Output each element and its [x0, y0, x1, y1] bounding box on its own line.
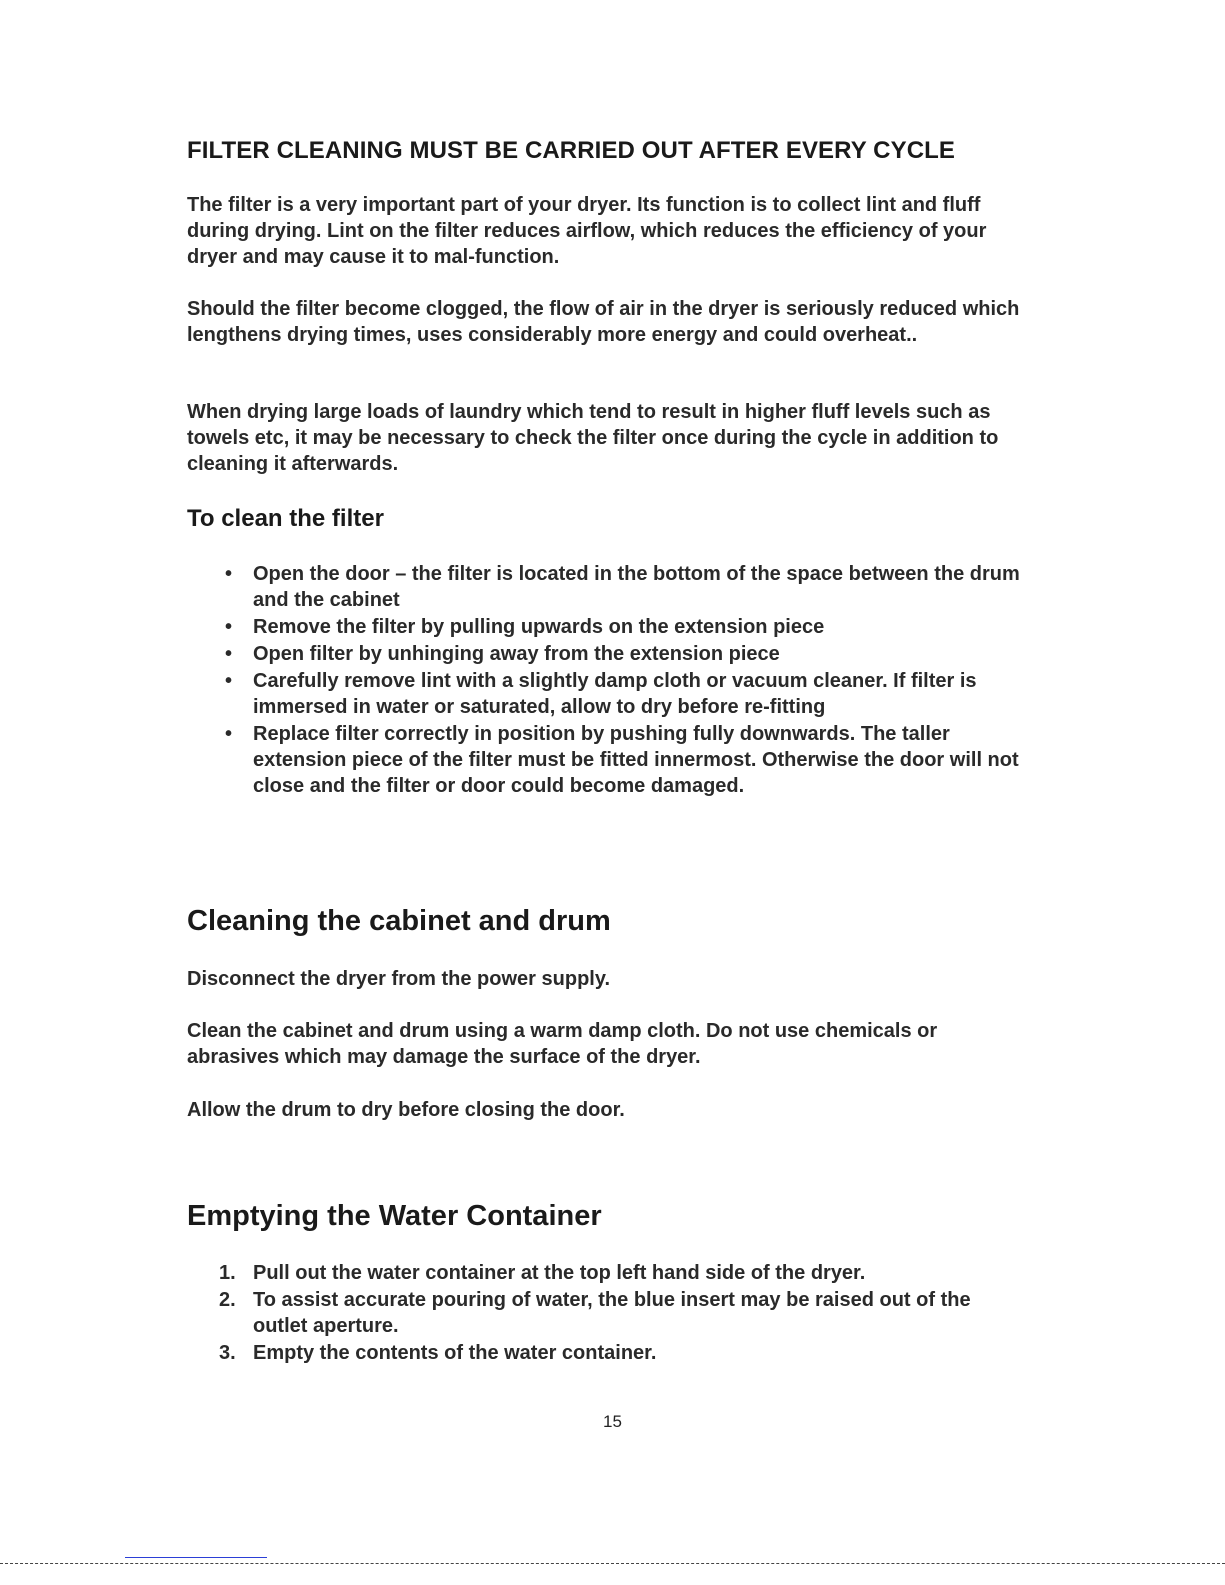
list-item: [187, 1287, 1027, 1339]
filter-paragraph-3: [187, 399, 1027, 477]
list-item-text: Carefully remove lint with a slightly damp cloth or vacuum cleaner. If filter is immersed in water or saturated, allow to dry before re-fitting: [253, 670, 977, 718]
cabinet-paragraph-1: [187, 966, 1027, 992]
list-item-text: Replace filter correctly in position by pushing fully downwards. The taller extension piece of the filter must be fitted innermost. Otherwise the door will not close and the filter or door could become damaged.: [253, 723, 1019, 797]
footer-rule: [125, 1557, 267, 1558]
allow-dry-text: Allow the drum to dry before closing the door.: [187, 1099, 625, 1121]
water-section: [187, 1200, 1027, 1233]
bottom-border: [0, 1563, 1225, 1564]
clean-filter-heading: To clean the filter: [187, 505, 384, 532]
clean-filter-list-wrap: [187, 561, 1027, 800]
clean-cabinet-text: Clean the cabinet and drum using a warm damp cloth. Do not use chemicals or abrasives which may damage the surface of the dryer.: [187, 1020, 938, 1068]
list-item: [187, 721, 1027, 799]
list-item: [187, 561, 1027, 613]
clean-filter-section: [187, 505, 1027, 533]
bullet-icon: •: [225, 616, 233, 638]
filter-warning-heading: FILTER CLEANING MUST BE CARRIED OUT AFTER EVERY CYCLE: [187, 137, 955, 164]
step-text: To assist accurate pouring of water, the blue insert may be raised out of the outlet aperture.: [253, 1289, 971, 1337]
list-item: [187, 641, 1027, 667]
list-item-text: Remove the filter by pulling upwards on the extension piece: [253, 616, 825, 638]
disconnect-text: Disconnect the dryer from the power supply.: [187, 968, 611, 990]
filter-paragraph-1: [187, 192, 1027, 270]
filter-clogged-text: Should the filter become clogged, the flow of air in the dryer is seriously reduced which lengthens drying times, uses considerably more energy and could overheat..: [187, 298, 1020, 346]
list-item-text: Open the door – the filter is located in the bottom of the space between the drum and the cabinet: [253, 563, 1020, 611]
cabinet-section: [187, 905, 1027, 938]
filter-section: [187, 137, 1027, 165]
step-text: Empty the contents of the water container.: [253, 1342, 657, 1364]
water-steps-wrap: [187, 1260, 1027, 1367]
list-item: [187, 1260, 1027, 1286]
bullet-icon: •: [225, 723, 233, 745]
step-text: Pull out the water container at the top left hand side of the dryer.: [253, 1262, 866, 1284]
step-number: 1.: [219, 1262, 236, 1284]
step-number: 2.: [219, 1289, 236, 1311]
step-number: 3.: [219, 1342, 236, 1364]
page-number: 15: [603, 1412, 622, 1431]
water-steps-list: [187, 1260, 1027, 1366]
bullet-icon: •: [225, 643, 233, 665]
filter-intro-text: The filter is a very important part of your dryer. Its function is to collect lint and fluff during drying. Lint on the filter reduces airflow, which reduces the efficiency of your dryer and may cause it to mal-function.: [187, 194, 987, 268]
list-item: [187, 668, 1027, 720]
list-item: [187, 614, 1027, 640]
bullet-icon: •: [225, 563, 233, 585]
cabinet-heading: Cleaning the cabinet and drum: [187, 905, 611, 937]
cabinet-paragraph-3: [187, 1097, 1027, 1123]
clean-filter-list: [187, 561, 1027, 799]
cabinet-paragraph-2: [187, 1018, 1027, 1070]
filter-paragraph-2: [187, 296, 1027, 348]
list-item: [187, 1340, 1027, 1366]
filter-large-loads-text: When drying large loads of laundry which tend to result in higher fluff levels such as towels etc, it may be necessary to check the filter once during the cycle in addition to cleaning it afterwards.: [187, 401, 999, 475]
list-item-text: Open filter by unhinging away from the extension piece: [253, 643, 780, 665]
bullet-icon: •: [225, 670, 233, 692]
water-heading: Emptying the Water Container: [187, 1200, 602, 1232]
